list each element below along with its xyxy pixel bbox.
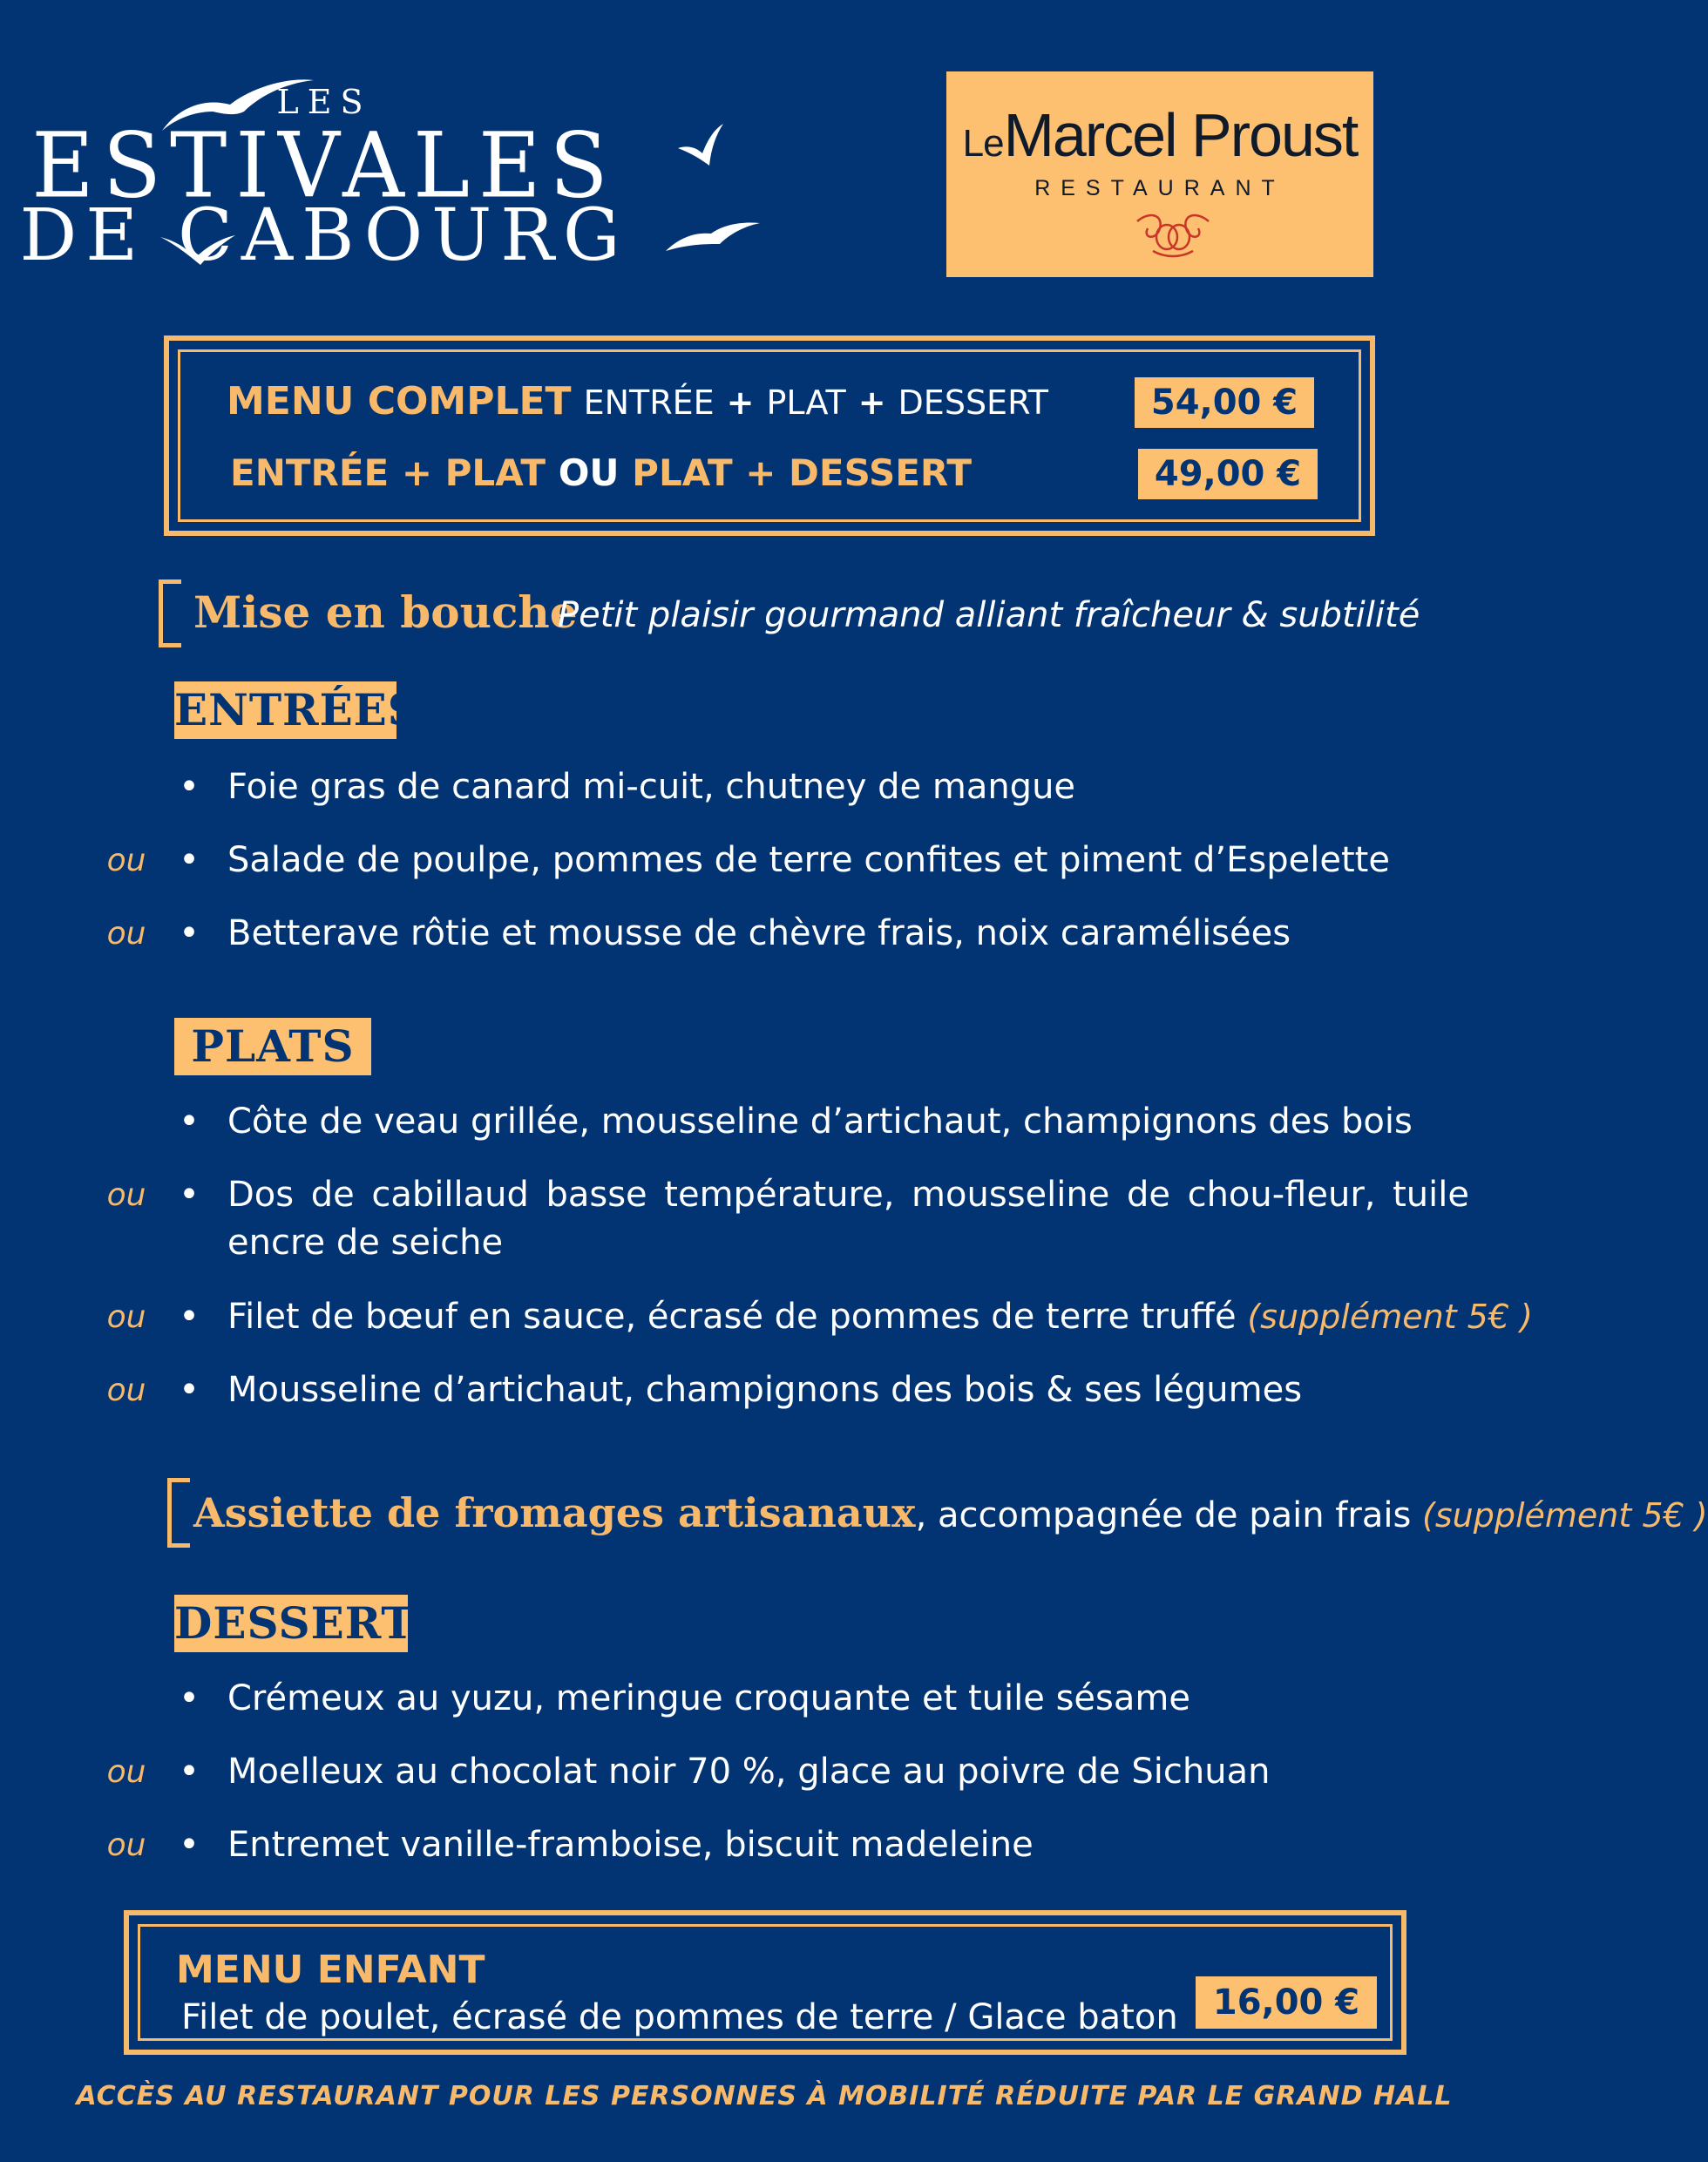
dessert-text: Moelleux au chocolat noir 70 %, glace au poivre de Sichuan	[227, 1752, 1271, 1792]
ou-connector: ou	[106, 1827, 146, 1863]
menu-complet-row	[227, 377, 1048, 427]
restaurant-name-prefix: Le	[962, 122, 1004, 165]
bullet-icon: •	[179, 767, 200, 807]
formule-price: 49,00 €	[1138, 449, 1318, 499]
list-item	[105, 763, 1469, 811]
list-item	[105, 1171, 1469, 1267]
formule-part-2: PLAT + DESSERT	[632, 451, 972, 494]
plat-text: Filet de bœuf en sauce, écrasé de pommes de terre truffé	[227, 1297, 1237, 1337]
list-item	[105, 1675, 1469, 1723]
event-logo-line-3: DE CABOURG	[19, 194, 629, 277]
menu-enfant-price: 16,00 €	[1196, 1976, 1377, 2029]
list-item	[105, 1366, 1469, 1414]
accessibility-note: ACCÈS AU RESTAURANT POUR LES PERSONNES À MOBILITÉ RÉDUITE PAR LE GRAND HALL	[76, 2081, 1453, 2111]
menu-complet-detail-2: PLAT	[766, 383, 846, 422]
dessert-text: Entremet vanille-framboise, biscuit madeleine	[227, 1825, 1034, 1865]
list-item	[105, 910, 1469, 958]
plus-sign: +	[857, 383, 886, 422]
event-logo-line-2: ESTIVALES	[31, 114, 617, 219]
restaurant-name	[946, 101, 1373, 169]
plats-heading: PLATS	[174, 1018, 371, 1075]
formule-row	[230, 449, 972, 498]
entrees-heading: ENTRÉES	[174, 681, 396, 739]
bullet-icon: •	[179, 1678, 200, 1718]
list-item	[105, 1821, 1469, 1869]
section-bracket	[167, 1478, 190, 1548]
fromages-description: , accompagnée de pain frais	[915, 1495, 1412, 1535]
list-item	[105, 837, 1469, 884]
bullet-icon: •	[179, 1175, 200, 1215]
bullet-icon: •	[179, 1370, 200, 1410]
bullet-icon: •	[179, 1752, 200, 1792]
dessert-text: Crémeux au yuzu, meringue croquante et tuile sésame	[227, 1678, 1190, 1718]
event-logo	[19, 70, 767, 279]
ou-connector: ou	[106, 843, 146, 878]
desserts-heading: DESSERTS	[174, 1595, 408, 1652]
plat-text: Côte de veau grillée, mousseline d’artichaut, champignons des bois	[227, 1101, 1413, 1142]
supplement-note: (supplément 5€ )	[1247, 1298, 1533, 1336]
restaurant-logo	[946, 71, 1373, 277]
section-bracket	[159, 579, 181, 647]
bullet-icon: •	[179, 913, 200, 953]
menu-complet-price: 54,00 €	[1135, 377, 1314, 428]
ou-connector: ou	[106, 916, 146, 952]
plus-sign: +	[726, 383, 755, 422]
restaurant-subtitle: RESTAURANT	[1034, 176, 1285, 200]
formule-part-1: ENTRÉE + PLAT	[230, 451, 546, 494]
ou-connector: ou	[106, 1372, 146, 1408]
menu-enfant-box	[124, 1910, 1406, 2055]
menu-complet-label: MENU COMPLET	[227, 379, 572, 424]
bullet-icon: •	[179, 1101, 200, 1142]
seagull-icon	[160, 232, 239, 267]
entree-text: Betterave rôtie et mousse de chèvre frais, noix caramélisées	[227, 913, 1291, 953]
flourish-ornament-icon	[1134, 209, 1212, 258]
bullet-icon: •	[179, 1825, 200, 1865]
seagull-icon	[666, 216, 762, 256]
menu-enfant-description: Filet de poulet, écrasé de pommes de terre / Glace baton	[181, 1997, 1178, 2037]
fromages-title: Assiette de fromages artisanaux	[193, 1489, 916, 1536]
menu-prices-box	[164, 335, 1375, 536]
plat-text: Mousseline d’artichaut, champignons des bois & ses légumes	[227, 1370, 1303, 1410]
plat-text: Dos de cabillaud basse température, mousseline de chou-fleur, tuile encre de seiche	[227, 1175, 1469, 1263]
seagull-icon	[160, 73, 317, 134]
bullet-icon: •	[179, 1297, 200, 1337]
mise-en-bouche-description: Petit plaisir gourmand alliant fraîcheur & subtilité	[558, 595, 1420, 635]
entree-text: Foie gras de canard mi-cuit, chutney de mangue	[227, 767, 1076, 807]
seagull-icon	[676, 122, 725, 171]
entree-text: Salade de poulpe, pommes de terre confites et piment d’Espelette	[227, 840, 1390, 880]
fromages-row	[193, 1487, 1708, 1542]
event-logo-line-1: LES	[276, 83, 372, 121]
menu-complet-detail-3: DESSERT	[898, 383, 1048, 422]
ou-connector: ou	[106, 1177, 146, 1213]
mise-en-bouche-title: Mise en bouche	[193, 586, 578, 638]
bullet-icon: •	[179, 840, 200, 880]
menu-enfant-title: MENU ENFANT	[176, 1948, 485, 1992]
ou-connector: ou	[106, 1299, 146, 1335]
ou-connector: ou	[106, 1754, 146, 1790]
list-item	[105, 1098, 1469, 1146]
menu-complet-detail-1: ENTRÉE	[583, 383, 715, 422]
list-item	[105, 1293, 1533, 1341]
plat-text-row	[227, 1293, 1533, 1341]
list-item	[105, 1748, 1469, 1796]
restaurant-name-main: Marcel Proust	[1003, 101, 1358, 169]
supplement-note: (supplément 5€ )	[1422, 1496, 1708, 1535]
formule-ou: OU	[558, 451, 620, 494]
